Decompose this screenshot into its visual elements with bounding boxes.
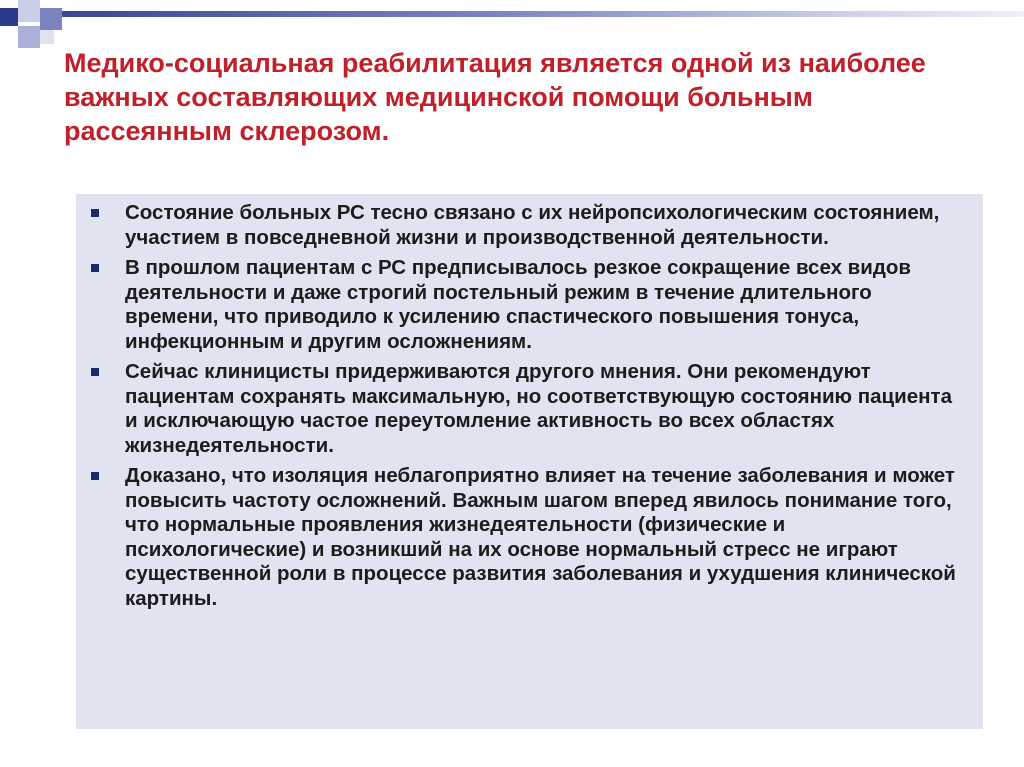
bullet-item xyxy=(90,201,965,250)
header-accent-bar xyxy=(62,11,1024,17)
bullet-list xyxy=(90,201,965,611)
decorative-square xyxy=(18,26,40,48)
decorative-square xyxy=(40,8,62,30)
bullet-text: Состояние больных РС тесно связано с их нейропсихологическим состоянием, участием в повседневной жизни и производственной деятельности. xyxy=(125,201,940,249)
bullet-text: Доказано, что изоляция неблагоприятно влияет на течение заболевания и может повысить частоту осложнений. Важным шагом вперед явилось понимание того, что нормальные проявления жизнедеятельности (физические и психологические) и возникший на их основе нормальный стресс не играют существенной роли в процессе развития заболевания и ухудшения клинической картины. xyxy=(125,464,956,610)
slide-title: Медико-социальная реабилитация является одной из наиболее важных составляющих медицинской помощи больным рассеянным склерозом. xyxy=(64,48,926,146)
decorative-square xyxy=(0,8,18,26)
bullet-item xyxy=(90,360,965,458)
bullet-text: В прошлом пациентам с РС предписывалось резкое сокращение всех видов деятельности и даже строгий постельный режим в течение длительного времени, что приводило к усилению спастического повышения тонуса, инфекционным и другим осложнениям. xyxy=(125,256,912,353)
square-bullet-icon xyxy=(91,209,99,217)
bullet-text: Сейчас клиницисты придерживаются другого мнения. Они рекомендуют пациентам сохранять максимальную, но соответствующую состоянию пациента и исключающую частое переутомление активность во всех областях жизнедеятельности. xyxy=(125,360,952,457)
square-bullet-icon xyxy=(91,264,99,272)
square-bullet-icon xyxy=(91,368,99,376)
decorative-square xyxy=(18,0,40,22)
decorative-square xyxy=(40,30,54,44)
bullet-item xyxy=(90,256,965,354)
content-panel xyxy=(76,194,983,729)
square-bullet-icon xyxy=(91,472,99,480)
bullet-item xyxy=(90,464,965,611)
